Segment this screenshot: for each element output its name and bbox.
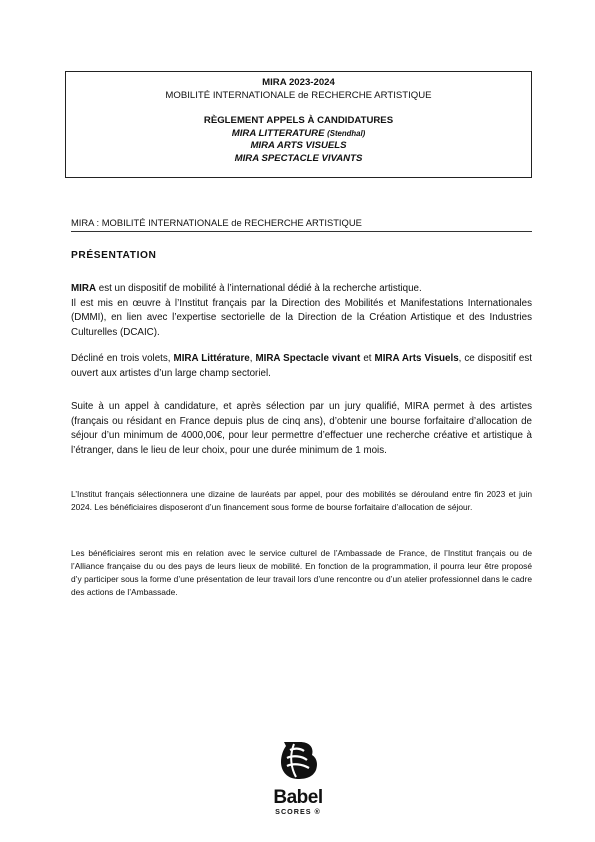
p5-text: Les bénéficiaires seront mis en relation avec le service culturel de l’Ambassade de France, de l’Institut français ou de l’Alliance française du ou des pays de leurs lieux de mobilité. En fonction de la programmation, il pourra leur être proposé d’y participer sous la forme d’une présentation de leur travail lors d’une rencontre ou d’un atelier professionnel dans le cadre des actions de l’Ambassade.	[71, 548, 532, 597]
paragraph-4	[71, 488, 532, 514]
paragraph-2	[71, 352, 532, 381]
title-line-4	[66, 128, 531, 141]
logo-word: Babel	[273, 787, 323, 808]
p2-f: MIRA Arts Visuels	[374, 353, 459, 364]
babel-scores-logo	[262, 738, 334, 818]
logo-sub: SCORES ®	[275, 807, 321, 816]
p2-b: MIRA Littérature	[173, 353, 250, 364]
presentation-heading: PRÉSENTATION	[71, 250, 157, 261]
p2-e: et	[360, 353, 375, 364]
p3-text: Suite à un appel à candidature, et après sélection par un jury qualifié, MIRA permet à des artistes (français ou résidant en France depuis plus de cinq ans), d’obtenir une bourse forfaitaire d’allocation de séjour d’un minimum de 4000,00€, pour leur permettre d’effectuer une recherche créative et artistique à l’étranger, dans le lieu de leur choix, pour une durée minimum de 1 mois.	[71, 401, 532, 456]
title-line-4-main: MIRA LITTERATURE	[231, 127, 328, 139]
title-line-6: MIRA SPECTACLE VIVANTS	[234, 152, 363, 164]
p2-c: ,	[249, 353, 256, 364]
paragraph-3	[71, 400, 532, 458]
p1-rest: est un dispositif de mobilité à l’international dédié à la recherche artistique.	[96, 283, 422, 294]
babel-logo-icon	[276, 738, 320, 782]
section-heading: MIRA : MOBILITÉ INTERNATIONALE de RECHERCHE ARTISTIQUE	[71, 216, 532, 232]
p1-line2: Il est mis en œuvre à l’Institut français par la Direction des Mobilités et Manifestations Internationales (DMMI), en lien avec l’expertise sectorielle de la Direction de la Création Artistique et des Industries Culturelles (DCAIC).	[71, 297, 532, 338]
p2-d: MIRA Spectacle vivant	[255, 353, 361, 364]
p4-text: L’Institut français sélectionnera une dizaine de lauréats par appel, pour des mobilités se dérouland entre fin 2023 et juin 2024. Les bénéficiaires disposeront d’un financement sous forme de bourse forfaitaire d’allocation de séjour.	[71, 489, 532, 512]
title-line-2: MOBILITÉ INTERNATIONALE de RECHERCHE ARTISTIQUE	[165, 89, 432, 101]
title-line-1: MIRA 2023-2024	[262, 77, 335, 88]
paragraph-5	[71, 547, 532, 599]
title-line-3: RÈGLEMENT APPELS À CANDIDATURES	[203, 115, 394, 126]
p2-g: , ce dispositif est ouvert aux artistes d’un large champ sectoriel.	[71, 353, 533, 379]
paragraph-1	[71, 282, 532, 340]
p2-a: Décliné en trois volets,	[71, 353, 174, 364]
title-box	[65, 71, 532, 178]
p1-bold: MIRA	[71, 283, 97, 294]
title-line-4-sub: (Stendhal)	[327, 128, 366, 138]
title-line-5: MIRA ARTS VISUELS	[250, 140, 347, 151]
